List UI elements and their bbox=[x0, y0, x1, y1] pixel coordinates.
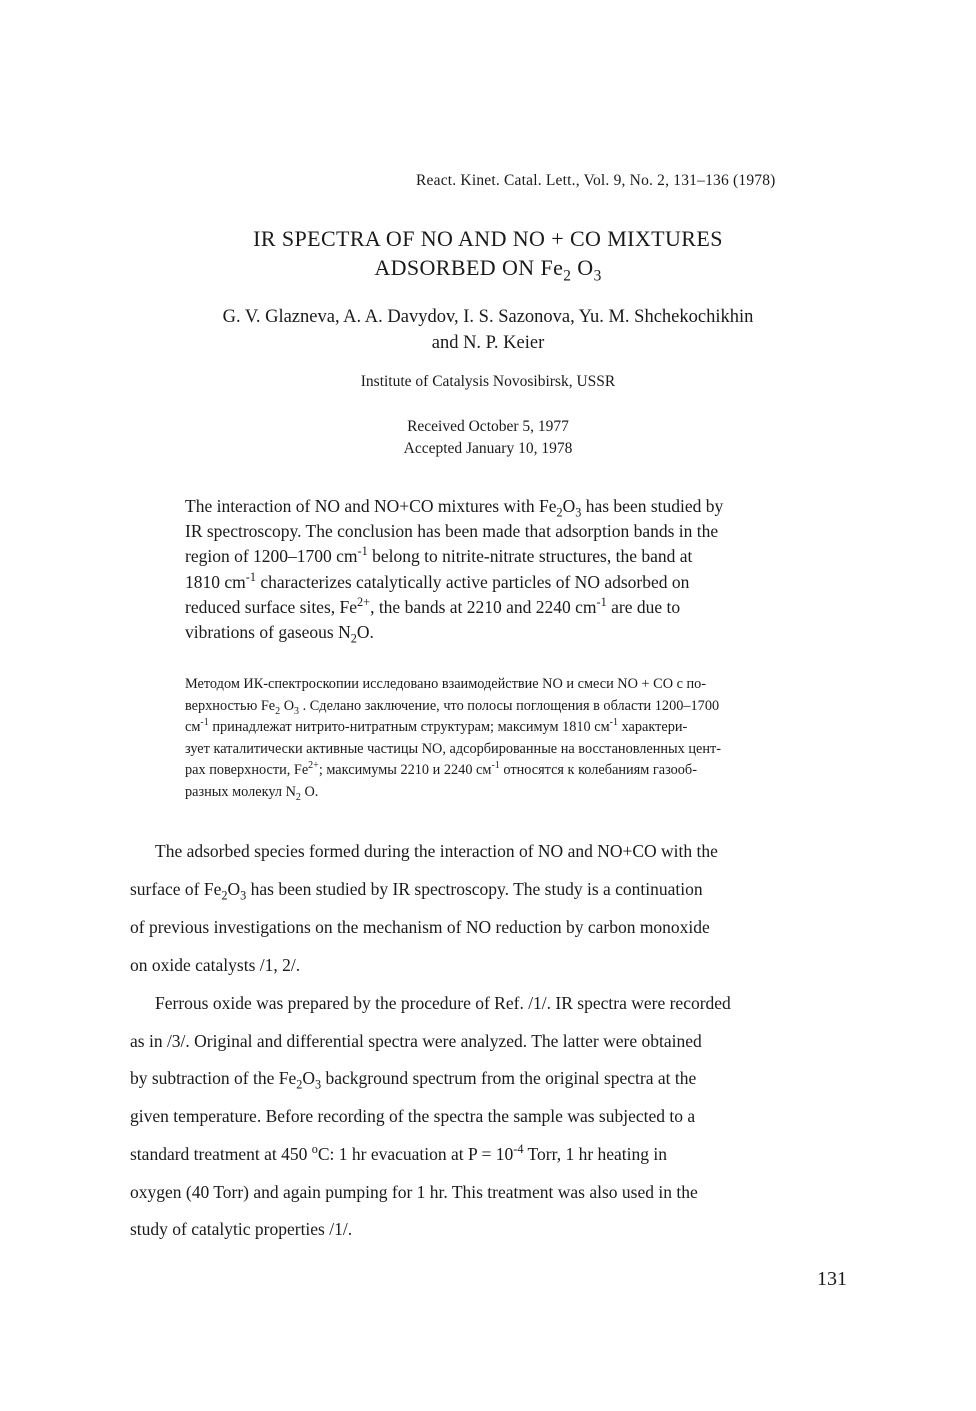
body-line: standard treatment at 450 $^o$C: 1 hr evacuation at $P = 10^{-4}$ Torr, 1 hr heating in bbox=[130, 1141, 668, 1164]
body-line: study of catalytic properties /1/. bbox=[130, 1219, 353, 1240]
abstract-en-line: IR spectroscopy. The conclusion has been made that adsorption bands in the bbox=[185, 521, 719, 542]
page-number: 131 bbox=[817, 1268, 847, 1290]
article-title bbox=[0, 224, 976, 285]
authors-line-2: and N. P. Keier bbox=[431, 333, 545, 353]
abstract-en-line: reduced surface sites, $Fe^{2+}$, the bands at 2210 and 2240 $cm^{-1}$ are due to bbox=[185, 594, 681, 617]
abstract-english bbox=[185, 494, 845, 645]
body-line: Ferrous oxide was prepared by the procedure of Ref. /1/. IR spectra were recorded bbox=[155, 993, 731, 1013]
submission-dates bbox=[0, 416, 976, 460]
body-paragraph-1 bbox=[130, 832, 870, 984]
abstract-ru-line: зует каталитически активные частицы NO, адсорбированные на восстановленных цент- bbox=[185, 740, 722, 757]
journal-citation: React. Kinet. Catal. Lett., Vol. 9, No. 2, 131–136 (1978) bbox=[416, 172, 776, 189]
body-line: oxygen (40 Torr) and again pumping for 1 hr. This treatment was also used in the bbox=[130, 1181, 698, 1202]
title-line-2: ADSORBED ON $Fe_2$ $O_3$ bbox=[374, 255, 602, 285]
body-line: The adsorbed species formed during the interaction of NO and NO+CO with the bbox=[155, 841, 718, 861]
authors-line-1: G. V. Glazneva, A. A. Davydov, I. S. Sazonova, Yu. M. Shchekochikhin bbox=[222, 307, 754, 327]
body-line: given temperature. Before recording of the spectra the sample was subjected to a bbox=[130, 1106, 696, 1127]
accepted-date: Accepted January 10, 1978 bbox=[403, 440, 573, 457]
body-paragraph-2 bbox=[130, 985, 870, 1249]
title-line-1: IR SPECTRA OF NO AND NO + CO MIXTURES bbox=[253, 226, 723, 251]
abstract-en-line: region of 1200–1700 $cm^{-1}$ belong to nitrite-nitrate structures, the band at bbox=[185, 544, 693, 567]
abstract-ru-line: $см^{-1}$ принадлежат нитрито-нитратным структурам; максимум 1810 $см^{-1}$ характери- bbox=[185, 717, 688, 736]
body-line: as in /3/. Original and differential spectra were analyzed. The latter were obtained bbox=[130, 1030, 702, 1051]
abstract-en-line: The interaction of NO and NO+CO mixtures with $Fe_2O_3$ has been studied by bbox=[185, 496, 724, 520]
abstract-en-line: vibrations of gaseous $N_2O$. bbox=[185, 622, 374, 646]
body-line: by subtraction of the $Fe_2O_3$ background spectrum from the original spectra at the bbox=[130, 1068, 697, 1092]
received-date: Received October 5, 1977 bbox=[407, 418, 569, 435]
author-list bbox=[0, 304, 976, 356]
affiliation: Institute of Catalysis Novosibirsk, USSR bbox=[360, 373, 616, 390]
abstract-ru-line: верхностью $Fe_2$ $O_3$ . Сделано заключение, что полосы поглощения в области 1200–1700 bbox=[185, 697, 720, 717]
abstract-russian bbox=[185, 674, 875, 804]
body-line: on oxide catalysts /1, 2/. bbox=[130, 955, 301, 975]
abstract-en-line: 1810 $cm^{-1}$ characterizes catalytically active particles of NO adsorbed on bbox=[185, 569, 690, 592]
abstract-ru-line: рах поверхности, $Fe^{2+}$; максимумы 2210 и 2240 $см^{-1}$ относятся к колебаниям газооб- bbox=[185, 760, 697, 779]
body-line: of previous investigations on the mechanism of NO reduction by carbon monoxide bbox=[130, 917, 710, 937]
abstract-ru-line: Методом ИК-спектроскопии исследовано взаимодействие NO и смеси NO + CO с по- bbox=[185, 676, 707, 692]
body-line: surface of $Fe_2O_3$ has been studied by IR spectroscopy. The study is a continuation bbox=[130, 879, 703, 903]
abstract-ru-line: разных молекул $N_2$ O. bbox=[185, 783, 319, 803]
